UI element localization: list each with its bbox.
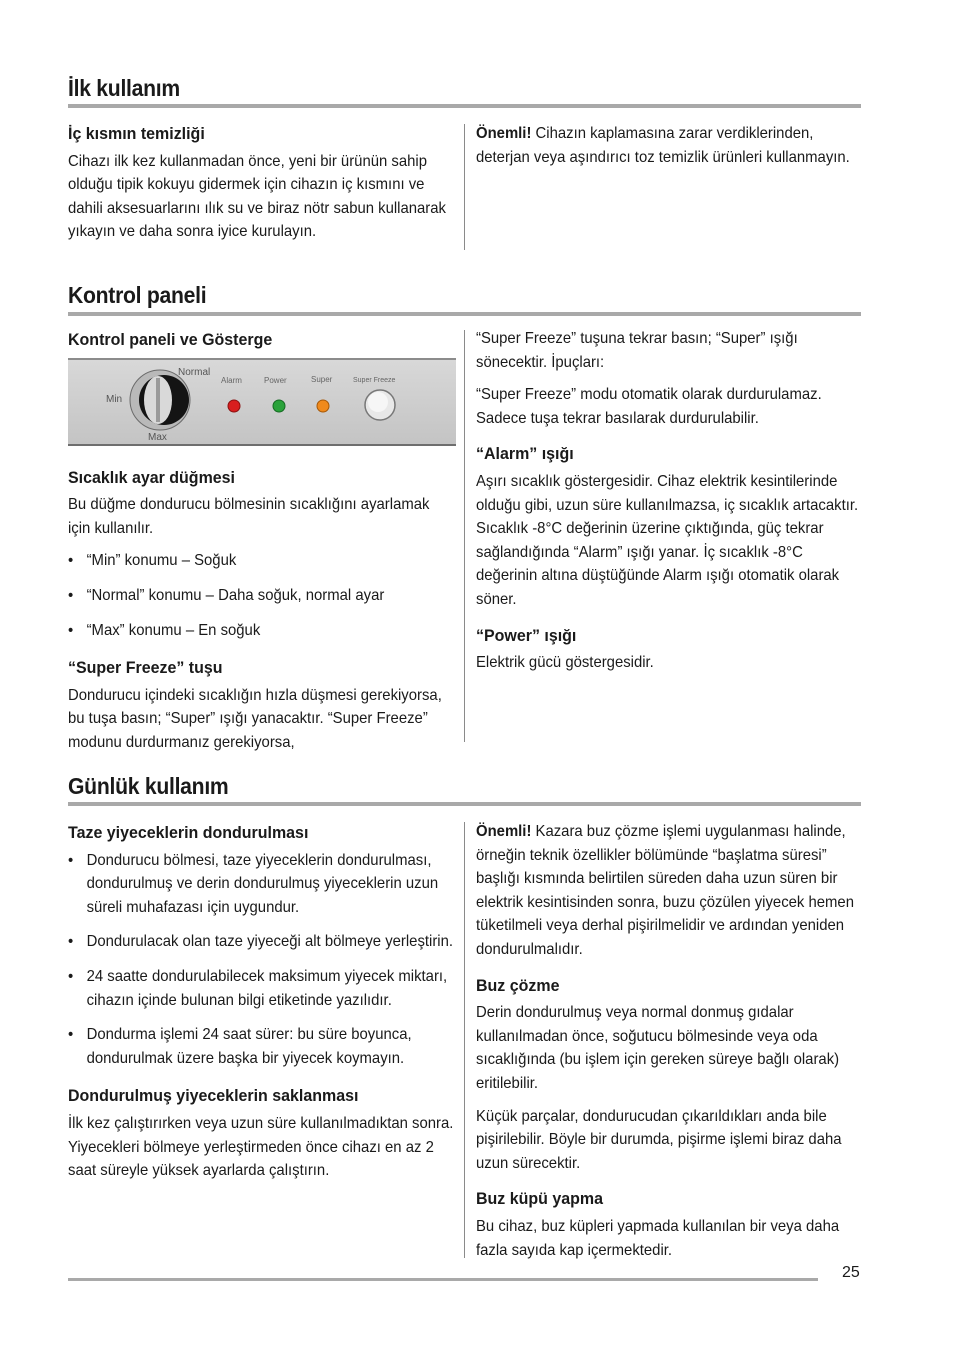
- column-divider: [464, 822, 465, 1258]
- label-normal: Normal: [178, 366, 211, 378]
- paragraph-power: Elektrik gücü göstergesidir.: [476, 654, 654, 672]
- paragraph-onemli-1: [476, 122, 862, 169]
- subheading-saklanmasi: Dondurulmuş yiyeceklerin saklanması: [68, 1086, 359, 1106]
- bullet-max: • “Max” konumu – En soğuk: [68, 619, 473, 643]
- label-power: Power: [264, 375, 287, 385]
- subheading-buz-cozme: Buz çözme: [476, 975, 560, 995]
- paragraph-ic-temizligi: Cihazı ilk kez kullanmadan önce, yeni bir ürünün sahip olduğu tipik kokuyu gidermek için cihazın iç kısmını ve dahili aksesuarlarını ılık su ve biraz nötr sabun kullanarak yıkayın ve daha sonra iyice kurulayın.: [68, 152, 446, 241]
- subheading-super-freeze: “Super Freeze” tuşu: [68, 658, 223, 678]
- subheading-alarm: “Alarm” ışığı: [476, 444, 574, 464]
- label-super: Super: [311, 374, 333, 384]
- kontrol-right-column: [476, 327, 864, 684]
- paragraph-saklanmasi: İlk kez çalıştırırken veya uzun süre kullanılmadıktan sonra. Yiyecekleri bölmeye yerleştirmeden önce cihazı en az 2 saat süreyle yüksek ayarlarda çalıştırın.: [68, 1114, 454, 1180]
- paragraph-buz-kupu: Bu cihaz, buz küpleri yapmada kullanılan bir veya daha fazla sayıda kap içermektedir.: [476, 1217, 840, 1259]
- bullet-taze-3: • 24 saatte dondurulabilecek maksimum yiyecek miktarı, cihazın içinde bulunan bilgi etiketinde yazılıdır.: [68, 965, 473, 1012]
- onemli-label: Önemli!: [476, 823, 532, 840]
- paragraph-buz-cozme: Derin dondurulmuş veya normal donmuş gıdalar kullanılmadan önce, soğutucu bölmesinde veya oda sıcaklığında (bu işlem için gereken süreye bağlı olarak) eritilebilir.: [476, 1004, 840, 1092]
- column-divider: [464, 330, 465, 742]
- onemli-label: Önemli!: [476, 125, 532, 142]
- bullet-min: • “Min” konumu – Soğuk: [68, 549, 473, 573]
- label-super-freeze: Super Freeze: [353, 376, 396, 384]
- bullet-taze-4: • Dondurma işlemi 24 saat sürer: bu süre boyunca, dondurulmak üzere başka bir yiyecek koymayın.: [68, 1023, 473, 1070]
- subheading-kontrol-gosterge: Kontrol paneli ve Gösterge: [68, 330, 273, 349]
- kontrol-left-column: [68, 328, 456, 764]
- section-title-gunluk-kullanim: Günlük kullanım: [68, 773, 229, 799]
- paragraph-buz-cozme-2: Küçük parçalar, dondurucudan çıkarıldıkları anda bile pişirilebilir. Böyle bir durumda, pişirme işlemi biraz daha uzun sürecektir.: [476, 1107, 842, 1172]
- gunluk-right-column: [476, 820, 864, 1271]
- paragraph-onemli-2: [476, 820, 862, 962]
- paragraph-alarm: Aşırı sıcaklık göstergesidir. Cihaz elektrik kesintilerinde olduğu gibi, uzun süre kullanılmazsa, iç sıcaklık artacaktır. Sıcaklık -8°C değerinin üzerine çıktığında, güç tekrar sağlandığında “Alarm” ışığı yanar. İç sıcaklık -8°C değerinin altına düştüğünde Alarm ışığı otomatik olarak söner.: [476, 472, 859, 608]
- knob-ridge: [156, 378, 160, 422]
- bullet-taze-2: • Dondurulacak olan taze yiyeceği alt bölmeye yerleştirin.: [68, 930, 473, 954]
- section-rule: [68, 802, 861, 806]
- section-title-ilk-kullanim: İlk kullanım: [68, 75, 180, 101]
- paragraph-super-freeze-2: “Super Freeze” modu otomatik olarak durdurulamaz. Sadece tuşa tekrar basılarak durdurulabilir.: [476, 386, 822, 427]
- onemli-text: Cihazın kaplamasına zarar verdiklerinden, deterjan veya aşındırıcı toz temizlik ürünleri kullanmayın.: [476, 125, 850, 166]
- page-number: 25: [842, 1264, 860, 1281]
- paragraph-super-freeze: Dondurucu içindeki sıcaklığın hızla düşmesi gerekiyorsa, bu tuşa basın; “Super” ışığı yanacaktır. “Super Freeze” modunu durdurmanız gerekiyorsa,: [68, 686, 442, 751]
- gunluk-left-column: [68, 821, 456, 1192]
- onemli-block-1: [476, 122, 864, 178]
- label-max: Max: [148, 431, 167, 443]
- button-highlight: [368, 392, 388, 412]
- paragraph-super-freeze-cont: “Super Freeze” tuşuna tekrar basın; “Super” ışığı sönecektir. İpuçları:: [476, 330, 798, 371]
- subheading-buz-kupu: Buz küpü yapma: [476, 1189, 603, 1209]
- label-min: Min: [106, 393, 123, 405]
- subheading-ic-temizligi: İç kısmın temizliği: [68, 124, 205, 143]
- control-panel-image: [68, 358, 456, 446]
- ic-temizligi-block: [68, 122, 456, 253]
- power-led-icon: [273, 400, 285, 412]
- subheading-sicaklik: Sıcaklık ayar düğmesi: [68, 467, 235, 487]
- super-led-icon: [317, 400, 329, 412]
- onemli-text: Kazara buz çözme işlemi uygulanması halinde, örneğin teknik özellikler bölümünde “başlatma süresi” başlığı kısmında belirtilen süreden daha uzun süren bir elektrik kesintisinden sonra, buzu çözülen yiyecek hemen tüketilmeli veya derhal pişirilmelidir ve ardından yeniden dondurulmalıdır.: [476, 823, 854, 958]
- bullet-normal: • “Normal” konumu – Daha soğuk, normal ayar: [68, 584, 473, 608]
- label-alarm: Alarm: [221, 375, 242, 385]
- subheading-taze: Taze yiyeceklerin dondurulması: [68, 823, 309, 842]
- section-rule: [68, 104, 861, 108]
- section-title-kontrol-paneli: Kontrol paneli: [68, 282, 207, 308]
- paragraph-sicaklik: Bu düğme dondurucu bölmesinin sıcaklığını ayarlamak için kullanılır.: [68, 496, 430, 537]
- subheading-power: “Power” ışığı: [476, 625, 577, 645]
- section-rule: [68, 312, 861, 316]
- bullet-taze-1: • Dondurucu bölmesi, taze yiyeceklerin dondurulması, dondurulmuş ve derin dondurulmuş yiyeceklerin uzun süreli muhafazası için uygundur.: [68, 849, 473, 920]
- column-divider: [464, 124, 465, 250]
- control-panel-illustration: [68, 360, 456, 444]
- footer-rule: [68, 1278, 818, 1281]
- alarm-led-icon: [228, 400, 240, 412]
